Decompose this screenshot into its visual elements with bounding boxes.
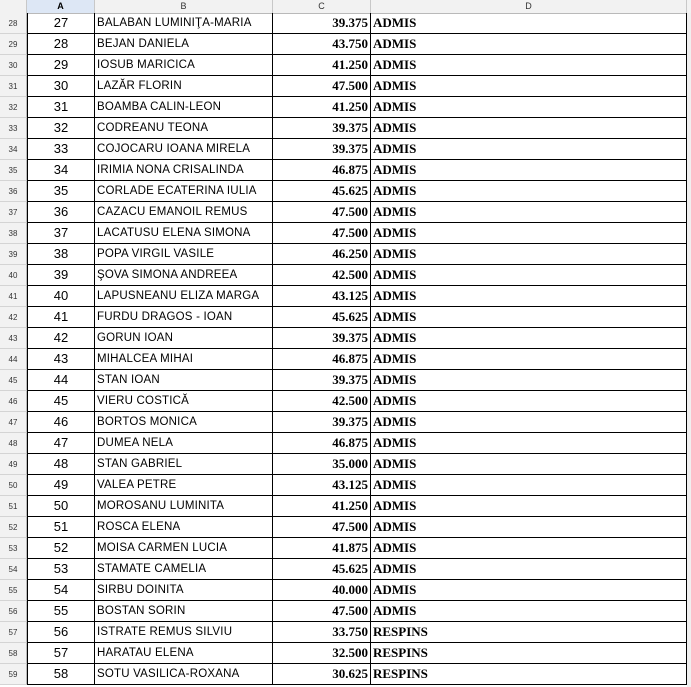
cell-status[interactable]: ADMIS bbox=[371, 559, 687, 580]
cell-nr[interactable]: 47 bbox=[27, 433, 95, 454]
cell-name[interactable]: HARATAU ELENA bbox=[95, 643, 273, 664]
cell-name[interactable]: LACATUSU ELENA SIMONA bbox=[95, 223, 273, 244]
cell-status[interactable]: ADMIS bbox=[371, 475, 687, 496]
table-row bbox=[0, 622, 691, 643]
cell-nr[interactable]: 45 bbox=[27, 391, 95, 412]
cell-status[interactable]: ADMIS bbox=[371, 160, 687, 181]
cell-nr[interactable]: 33 bbox=[27, 139, 95, 160]
row-header[interactable]: 35 bbox=[0, 160, 27, 181]
table-row bbox=[0, 139, 691, 160]
cell-score[interactable]: 39.375 bbox=[273, 118, 371, 139]
row-header[interactable]: 34 bbox=[0, 139, 27, 160]
row-header[interactable]: 41 bbox=[0, 286, 27, 307]
row-header[interactable]: 28 bbox=[0, 13, 27, 34]
table-row bbox=[0, 223, 691, 244]
cell-name[interactable]: LAZĂR FLORIN bbox=[95, 76, 273, 97]
row-header[interactable]: 48 bbox=[0, 433, 27, 454]
cell-nr[interactable]: 48 bbox=[27, 454, 95, 475]
cell-name[interactable]: BEJAN DANIELA bbox=[95, 34, 273, 55]
row-header[interactable]: 44 bbox=[0, 349, 27, 370]
table-row bbox=[0, 349, 691, 370]
cell-name[interactable]: CODREANU TEONA bbox=[95, 118, 273, 139]
table-row bbox=[0, 664, 691, 685]
cell-score[interactable]: 42.500 bbox=[273, 391, 371, 412]
cell-status[interactable]: RESPINS bbox=[371, 622, 687, 643]
cell-status[interactable]: ADMIS bbox=[371, 202, 687, 223]
cell-score[interactable]: 41.250 bbox=[273, 97, 371, 118]
table-row bbox=[0, 13, 691, 34]
cell-score[interactable]: 46.875 bbox=[273, 160, 371, 181]
row-header[interactable]: 51 bbox=[0, 496, 27, 517]
table-row bbox=[0, 202, 691, 223]
cell-score[interactable]: 46.875 bbox=[273, 349, 371, 370]
cell-score[interactable]: 32.500 bbox=[273, 643, 371, 664]
cell-nr[interactable]: 53 bbox=[27, 559, 95, 580]
table-row bbox=[0, 580, 691, 601]
cell-status[interactable]: ADMIS bbox=[371, 76, 687, 97]
cell-nr[interactable]: 29 bbox=[27, 55, 95, 76]
cell-name[interactable]: MOISA CARMEN LUCIA bbox=[95, 538, 273, 559]
row-header[interactable]: 58 bbox=[0, 643, 27, 664]
table-row bbox=[0, 160, 691, 181]
table-row bbox=[0, 55, 691, 76]
table-row bbox=[0, 433, 691, 454]
table-row bbox=[0, 265, 691, 286]
row-header[interactable]: 29 bbox=[0, 34, 27, 55]
cell-nr[interactable]: 36 bbox=[27, 202, 95, 223]
cell-score[interactable]: 39.375 bbox=[273, 328, 371, 349]
row-header[interactable]: 43 bbox=[0, 328, 27, 349]
cell-status[interactable]: ADMIS bbox=[371, 181, 687, 202]
cell-score[interactable]: 45.625 bbox=[273, 307, 371, 328]
row-header[interactable]: 31 bbox=[0, 76, 27, 97]
column-header-a[interactable]: A bbox=[27, 0, 95, 13]
cell-name[interactable]: STAN IOAN bbox=[95, 370, 273, 391]
table-row bbox=[0, 391, 691, 412]
cell-nr[interactable]: 27 bbox=[27, 13, 95, 34]
row-header[interactable]: 52 bbox=[0, 517, 27, 538]
cell-name[interactable]: CORLADE ECATERINA IULIA bbox=[95, 181, 273, 202]
row-header[interactable]: 50 bbox=[0, 475, 27, 496]
cell-status[interactable]: ADMIS bbox=[371, 433, 687, 454]
row-header[interactable]: 56 bbox=[0, 601, 27, 622]
column-header-d[interactable]: D bbox=[371, 0, 687, 13]
cell-nr[interactable]: 50 bbox=[27, 496, 95, 517]
cell-name[interactable]: POPA VIRGIL VASILE bbox=[95, 244, 273, 265]
row-header[interactable]: 45 bbox=[0, 370, 27, 391]
cell-name[interactable]: STAMATE CAMELIA bbox=[95, 559, 273, 580]
cell-status[interactable]: ADMIS bbox=[371, 601, 687, 622]
cell-status[interactable]: ADMIS bbox=[371, 496, 687, 517]
cell-score[interactable]: 41.250 bbox=[273, 496, 371, 517]
table-row bbox=[0, 328, 691, 349]
row-header[interactable]: 47 bbox=[0, 412, 27, 433]
cell-score[interactable]: 42.500 bbox=[273, 265, 371, 286]
cell-score[interactable]: 39.375 bbox=[273, 412, 371, 433]
cell-score[interactable]: 41.875 bbox=[273, 538, 371, 559]
corner-select-all[interactable] bbox=[0, 0, 27, 13]
cell-nr[interactable]: 55 bbox=[27, 601, 95, 622]
cell-status[interactable]: ADMIS bbox=[371, 454, 687, 475]
cell-status[interactable]: ADMIS bbox=[371, 13, 687, 34]
table-row bbox=[0, 307, 691, 328]
table-row bbox=[0, 244, 691, 265]
cell-status[interactable]: ADMIS bbox=[371, 538, 687, 559]
cell-score[interactable]: 47.500 bbox=[273, 517, 371, 538]
row-header[interactable]: 42 bbox=[0, 307, 27, 328]
cell-status[interactable]: ADMIS bbox=[371, 391, 687, 412]
cell-nr[interactable]: 52 bbox=[27, 538, 95, 559]
cell-nr[interactable]: 38 bbox=[27, 244, 95, 265]
cell-name[interactable]: ŞOVA SIMONA ANDREEA bbox=[95, 265, 273, 286]
cell-name[interactable]: LAPUSNEANU ELIZA MARGA bbox=[95, 286, 273, 307]
cell-nr[interactable]: 30 bbox=[27, 76, 95, 97]
cell-score[interactable]: 47.500 bbox=[273, 76, 371, 97]
cell-name[interactable]: BOSTAN SORIN bbox=[95, 601, 273, 622]
table-row bbox=[0, 538, 691, 559]
cell-name[interactable]: IRIMIA NONA CRISALINDA bbox=[95, 160, 273, 181]
cell-name[interactable]: ROSCA ELENA bbox=[95, 517, 273, 538]
cell-status[interactable]: ADMIS bbox=[371, 307, 687, 328]
cell-name[interactable]: FURDU DRAGOS - IOAN bbox=[95, 307, 273, 328]
cell-score[interactable]: 33.750 bbox=[273, 622, 371, 643]
cell-status[interactable]: RESPINS bbox=[371, 643, 687, 664]
cell-status[interactable]: ADMIS bbox=[371, 139, 687, 160]
table-row bbox=[0, 118, 691, 139]
row-header[interactable]: 55 bbox=[0, 580, 27, 601]
cell-nr[interactable]: 34 bbox=[27, 160, 95, 181]
table-row bbox=[0, 412, 691, 433]
row-header[interactable]: 40 bbox=[0, 265, 27, 286]
column-header-bar bbox=[0, 0, 691, 14]
cell-score[interactable]: 39.375 bbox=[273, 13, 371, 34]
cell-score[interactable]: 45.625 bbox=[273, 559, 371, 580]
cell-name[interactable]: IOSUB MARICICA bbox=[95, 55, 273, 76]
cell-nr[interactable]: 58 bbox=[27, 664, 95, 685]
table-row bbox=[0, 370, 691, 391]
cell-score[interactable]: 45.625 bbox=[273, 181, 371, 202]
table-row bbox=[0, 286, 691, 307]
table-row bbox=[0, 454, 691, 475]
row-header[interactable]: 54 bbox=[0, 559, 27, 580]
cell-score[interactable]: 47.500 bbox=[273, 202, 371, 223]
cell-score[interactable]: 47.500 bbox=[273, 601, 371, 622]
window-edge bbox=[687, 13, 691, 687]
cell-status[interactable]: ADMIS bbox=[371, 286, 687, 307]
cell-score[interactable]: 39.375 bbox=[273, 139, 371, 160]
cell-status[interactable]: ADMIS bbox=[371, 328, 687, 349]
cell-nr[interactable]: 51 bbox=[27, 517, 95, 538]
cell-score[interactable]: 35.000 bbox=[273, 454, 371, 475]
cell-status[interactable]: ADMIS bbox=[371, 55, 687, 76]
cell-status[interactable]: ADMIS bbox=[371, 349, 687, 370]
cell-name[interactable]: VIERU COSTICĂ bbox=[95, 391, 273, 412]
row-header[interactable]: 57 bbox=[0, 622, 27, 643]
table-row bbox=[0, 475, 691, 496]
cell-nr[interactable]: 39 bbox=[27, 265, 95, 286]
cell-name[interactable]: SIRBU DOINITA bbox=[95, 580, 273, 601]
cell-status[interactable]: ADMIS bbox=[371, 580, 687, 601]
cell-score[interactable]: 39.375 bbox=[273, 370, 371, 391]
cell-name[interactable]: MIHALCEA MIHAI bbox=[95, 349, 273, 370]
cell-name[interactable]: DUMEA NELA bbox=[95, 433, 273, 454]
cell-name[interactable]: BALABAN LUMINIŢA-MARIA bbox=[95, 13, 273, 34]
cell-score[interactable]: 47.500 bbox=[273, 223, 371, 244]
cell-status[interactable]: ADMIS bbox=[371, 412, 687, 433]
cell-nr[interactable]: 35 bbox=[27, 181, 95, 202]
cell-score[interactable]: 46.875 bbox=[273, 433, 371, 454]
cell-name[interactable]: MOROSANU LUMINITA bbox=[95, 496, 273, 517]
cell-score[interactable]: 43.750 bbox=[273, 34, 371, 55]
row-header[interactable]: 49 bbox=[0, 454, 27, 475]
cell-name[interactable]: BOAMBA CALIN-LEON bbox=[95, 97, 273, 118]
row-header[interactable]: 46 bbox=[0, 391, 27, 412]
row-header[interactable]: 53 bbox=[0, 538, 27, 559]
cell-score[interactable]: 41.250 bbox=[273, 55, 371, 76]
cell-nr[interactable]: 56 bbox=[27, 622, 95, 643]
row-header[interactable]: 37 bbox=[0, 202, 27, 223]
cell-nr[interactable]: 37 bbox=[27, 223, 95, 244]
column-header-b[interactable]: B bbox=[95, 0, 273, 13]
cell-name[interactable]: BORTOS MONICA bbox=[95, 412, 273, 433]
table-row bbox=[0, 643, 691, 664]
row-header[interactable]: 33 bbox=[0, 118, 27, 139]
cell-nr[interactable]: 57 bbox=[27, 643, 95, 664]
cell-nr[interactable]: 28 bbox=[27, 34, 95, 55]
row-header[interactable]: 30 bbox=[0, 55, 27, 76]
cell-name[interactable]: SOTU VASILICA-ROXANA bbox=[95, 664, 273, 685]
table-row bbox=[0, 34, 691, 55]
table-row bbox=[0, 97, 691, 118]
cell-name[interactable]: ISTRATE REMUS SILVIU bbox=[95, 622, 273, 643]
cell-status[interactable]: ADMIS bbox=[371, 244, 687, 265]
cell-name[interactable]: VALEA PETRE bbox=[95, 475, 273, 496]
cell-status[interactable]: ADMIS bbox=[371, 97, 687, 118]
table-row bbox=[0, 181, 691, 202]
cell-nr[interactable]: 49 bbox=[27, 475, 95, 496]
row-header[interactable]: 39 bbox=[0, 244, 27, 265]
cell-score[interactable]: 43.125 bbox=[273, 475, 371, 496]
table-row bbox=[0, 496, 691, 517]
cell-score[interactable]: 43.125 bbox=[273, 286, 371, 307]
row-header[interactable]: 36 bbox=[0, 181, 27, 202]
cell-score[interactable]: 46.250 bbox=[273, 244, 371, 265]
cell-nr[interactable]: 40 bbox=[27, 286, 95, 307]
table-row bbox=[0, 601, 691, 622]
row-header[interactable]: 59 bbox=[0, 664, 27, 685]
row-header[interactable]: 32 bbox=[0, 97, 27, 118]
column-header-c[interactable]: C bbox=[273, 0, 371, 13]
cell-name[interactable]: COJOCARU IOANA MIRELA bbox=[95, 139, 273, 160]
cell-score[interactable]: 30.625 bbox=[273, 664, 371, 685]
table-row bbox=[0, 517, 691, 538]
cell-nr[interactable]: 32 bbox=[27, 118, 95, 139]
cell-status[interactable]: ADMIS bbox=[371, 118, 687, 139]
cell-name[interactable]: GORUN IOAN bbox=[95, 328, 273, 349]
cell-status[interactable]: ADMIS bbox=[371, 370, 687, 391]
cell-status[interactable]: ADMIS bbox=[371, 517, 687, 538]
cell-status[interactable]: ADMIS bbox=[371, 34, 687, 55]
row-header[interactable]: 38 bbox=[0, 223, 27, 244]
table-row bbox=[0, 559, 691, 580]
table-row bbox=[0, 76, 691, 97]
cell-nr[interactable]: 46 bbox=[27, 412, 95, 433]
cell-nr[interactable]: 54 bbox=[27, 580, 95, 601]
cell-nr[interactable]: 31 bbox=[27, 97, 95, 118]
cell-nr[interactable]: 41 bbox=[27, 307, 95, 328]
cell-score[interactable]: 40.000 bbox=[273, 580, 371, 601]
cell-nr[interactable]: 43 bbox=[27, 349, 95, 370]
cell-nr[interactable]: 42 bbox=[27, 328, 95, 349]
cell-name[interactable]: STAN GABRIEL bbox=[95, 454, 273, 475]
cell-status[interactable]: ADMIS bbox=[371, 265, 687, 286]
cell-name[interactable]: CAZACU EMANOIL REMUS bbox=[95, 202, 273, 223]
cell-status[interactable]: RESPINS bbox=[371, 664, 687, 685]
cell-status[interactable]: ADMIS bbox=[371, 223, 687, 244]
cell-nr[interactable]: 44 bbox=[27, 370, 95, 391]
